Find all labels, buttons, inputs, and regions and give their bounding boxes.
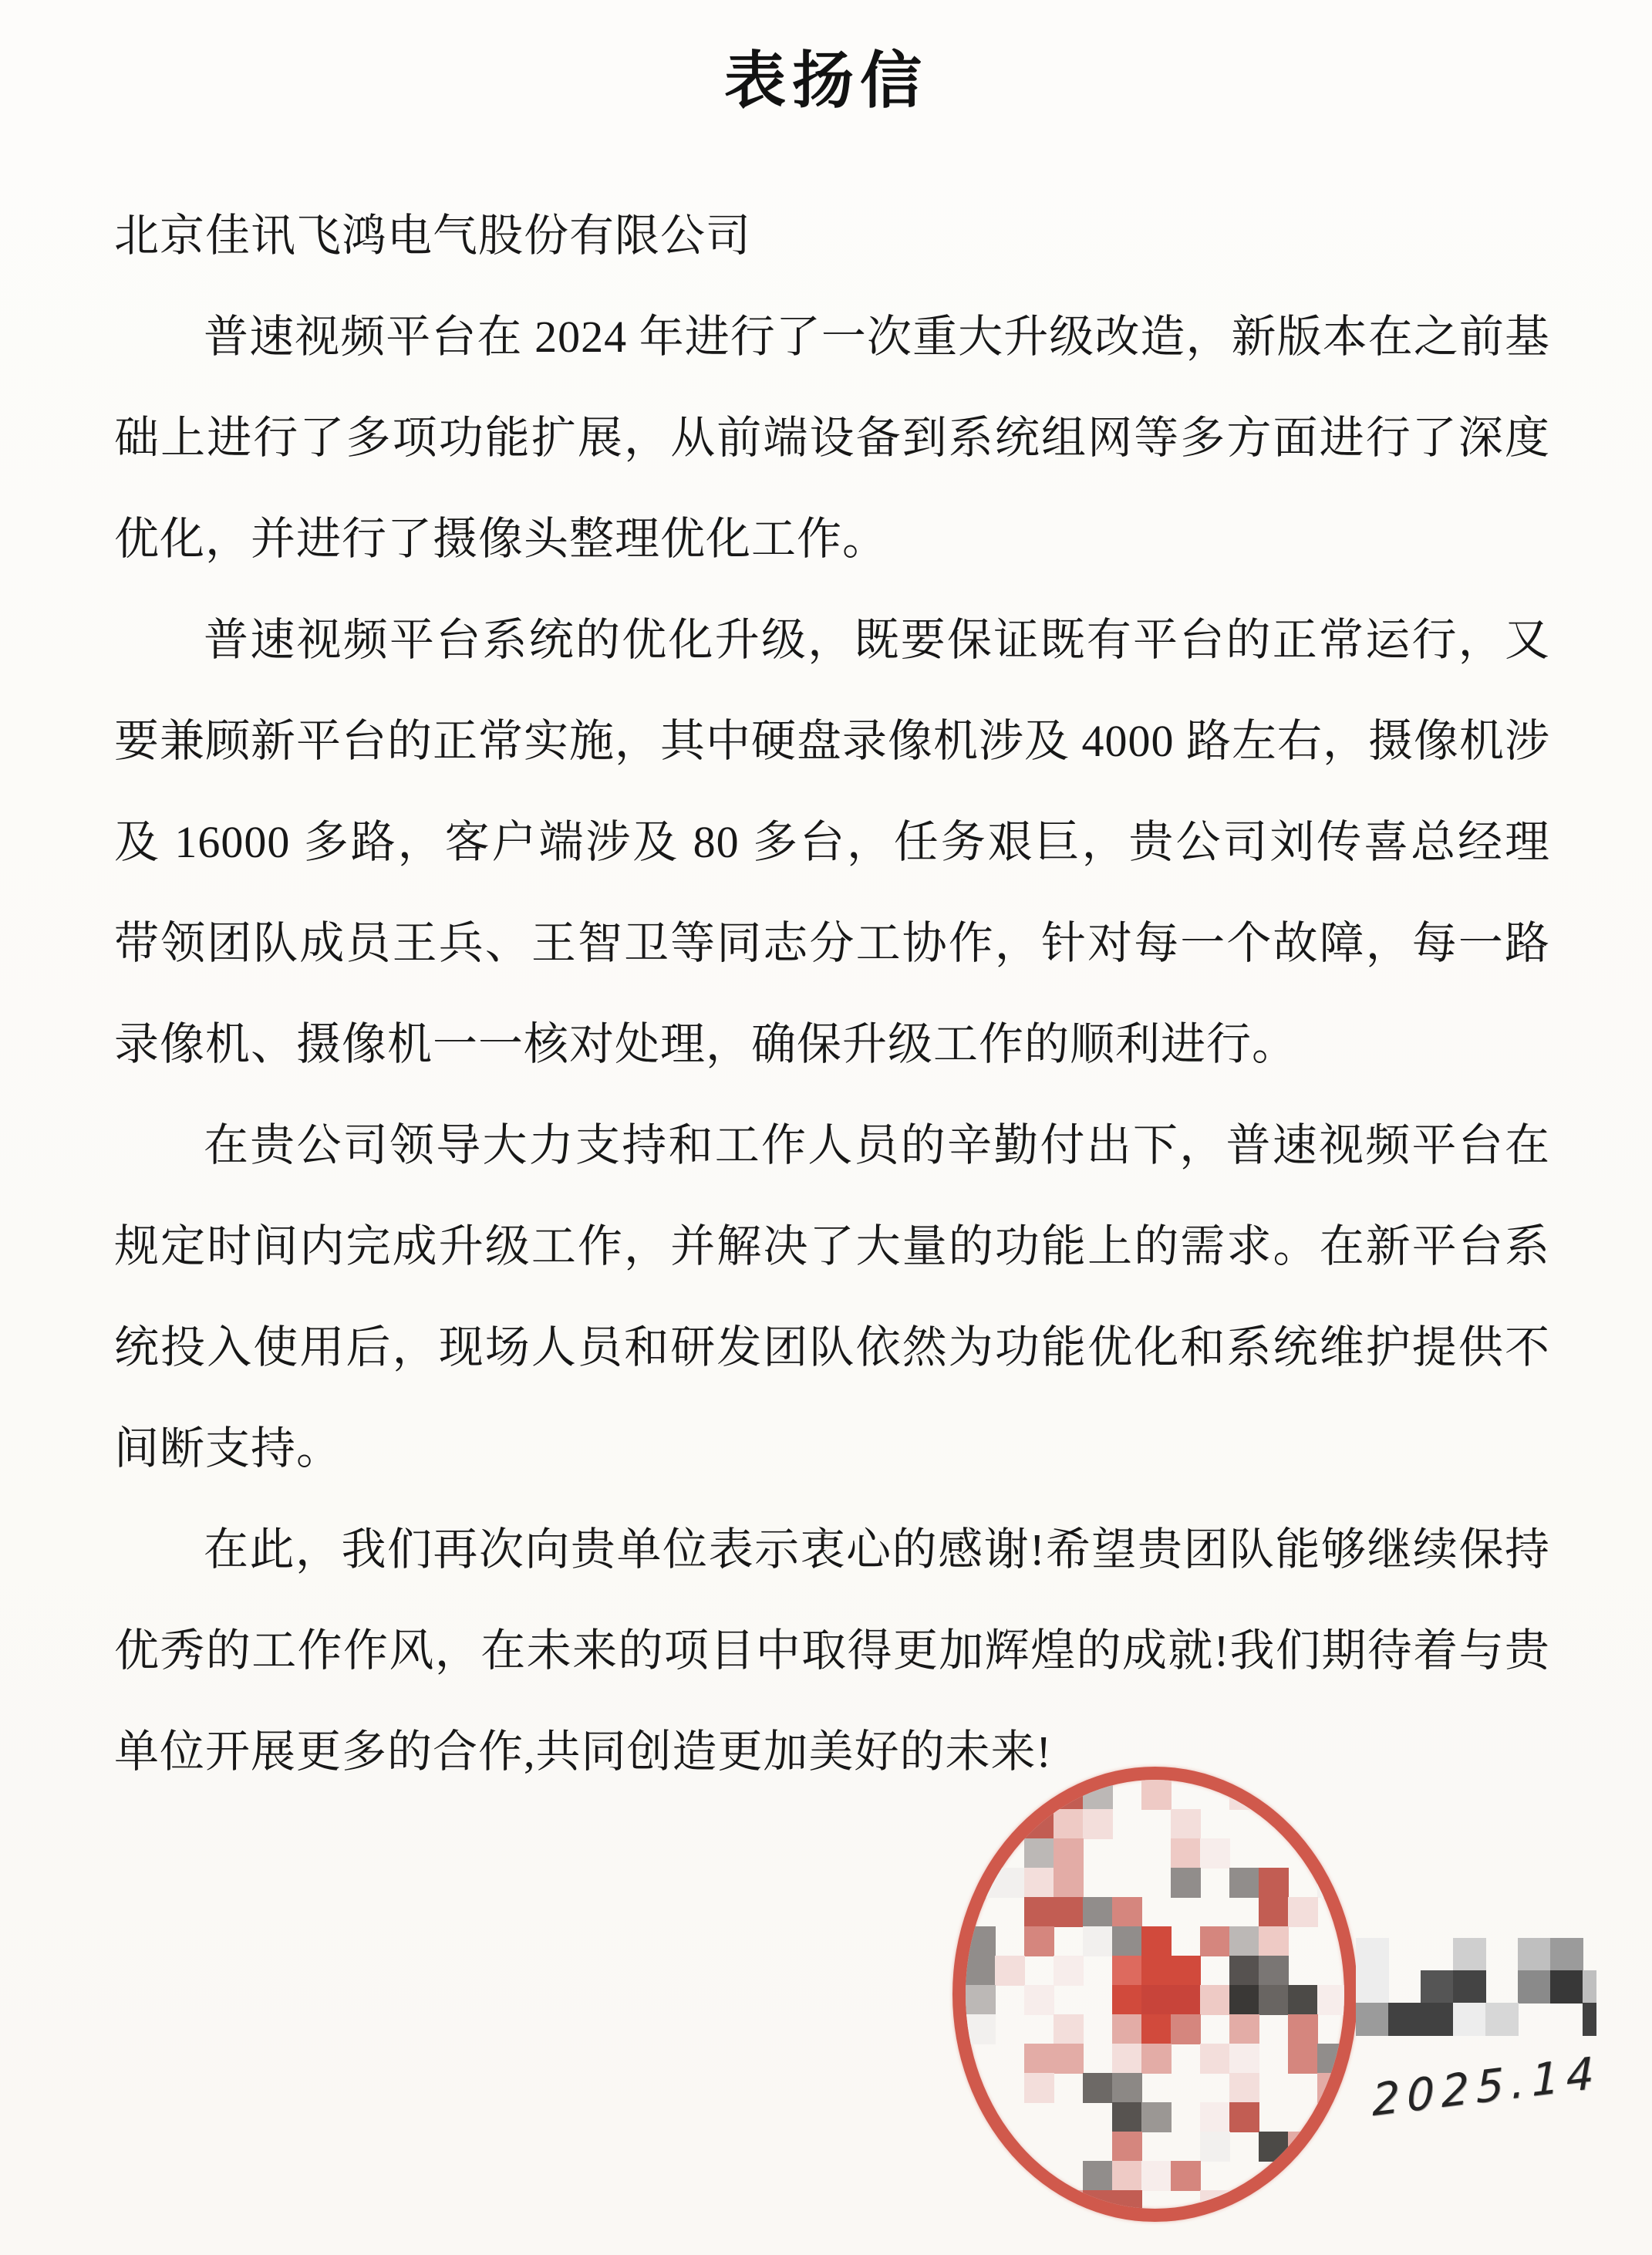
paragraph: 普速视频平台系统的优化升级，既要保证既有平台的正常运行，又要兼顾新平台的正常实施，其中硬盘录像机涉及 4000 路左右，摄像机涉及 16000 多路，客户端涉及 80 多台，任务艰巨，贵公司刘传喜总经理带领团队成员王兵、王智卫等同志分工协作，针对每一个故障，每一路录像机、摄像机一一核对处理，确保升级工作的顺利进行。 bbox=[114, 615, 1551, 1069]
seal-pixelated-content bbox=[966, 1780, 1344, 2209]
letter-title: 表扬信 bbox=[724, 48, 928, 116]
paragraph: 在贵公司领导大力支持和工作人员的辛勤付出下，普速视频平台在规定时间内完成升级工作，并解决了大量的功能上的需求。在新平台系统投入使用后，现场人员和研发团队依然为功能优化和系统维护提供不间断支持。 bbox=[114, 1120, 1550, 1474]
company-seal-redacted bbox=[952, 1767, 1357, 2222]
paragraph: 普速视频平台在 2024 年进行了一次重大升级改造，新版本在之前基础上进行了多项功能扩展，从前端设备到系统组网等多方面进行了深度优化，并进行了摄像头整理优化工作。 bbox=[114, 312, 1550, 564]
redaction-pixel-strip bbox=[1356, 1938, 1596, 2047]
letter-body bbox=[114, 185, 1550, 1802]
paragraph: 在此，我们再次向贵单位表示衷心的感谢!希望贵团队能够继续保持优秀的工作作风，在未来的项目中取得更加辉煌的成就!我们期待着与贵单位开展更多的合作,共同创造更加美好的未来! bbox=[114, 1524, 1550, 1777]
recipient-line: 北京佳讯飞鸿电气股份有限公司 bbox=[114, 211, 752, 261]
handwritten-date: 2025.14 bbox=[1371, 2047, 1602, 2127]
